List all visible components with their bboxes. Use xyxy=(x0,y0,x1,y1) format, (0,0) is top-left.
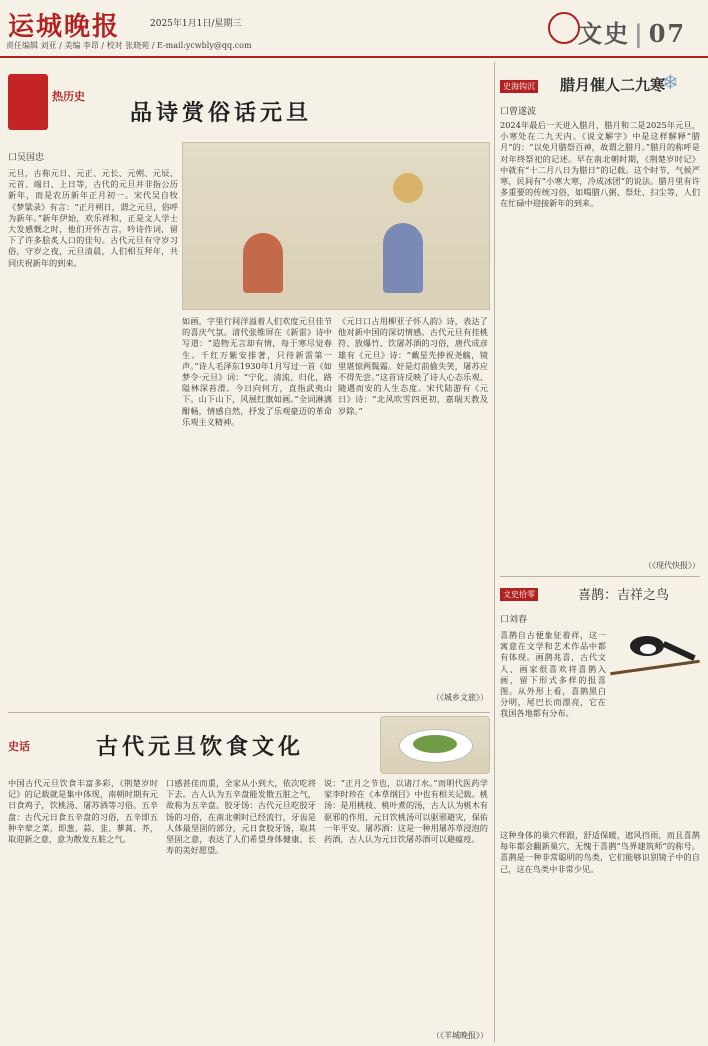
article1-kicker: 热历史 xyxy=(52,90,85,103)
masthead-rule xyxy=(0,56,708,58)
article1-headline: 品诗赏俗话元旦 xyxy=(130,100,313,126)
article1-col2: 如画，字里行间洋溢着人们欢度元旦佳节的喜庆气氛。清代张维屏在《新雷》诗中写道：“造物无言却有情，每于寒尽觉春生。千红万紫安排著，只待新雷第一声。”诗人毛泽东1930年1月写过一首《如梦令·元旦》词：“宁化、清流、归化，路隘林深苔滑。今日向何方，直指武夷山下。山下山下，风展红旗如画。”全词淋漓酣畅，情感自然，抒发了乐观豪迈的革命乐观主义精神。 xyxy=(182,316,332,427)
article3-kicker: 史海钩沉 xyxy=(500,80,538,93)
article4-body2: 这种身体的巢穴样跟，舒适保暖，遮风挡雨，而且喜鹊每年都会翻新巢穴，无愧于喜鹊“鸟界建筑师”的称号。喜鹊是一种非常聪明的鸟类，它们能够识别镜子中的自己，这在鸟类中非常少见。 xyxy=(500,830,700,874)
article3-byline: 口曾遂波 xyxy=(500,107,537,117)
article1-byline: 口吴国忠 xyxy=(8,153,45,163)
magpie-tail-icon xyxy=(662,641,695,661)
column-divider xyxy=(494,62,495,1042)
section-divider xyxy=(8,712,490,713)
article2-col1: 中国古代元旦饮食丰富多彩，《荆楚岁时记》的记载就是集中体现，南朝时期有元日食鸡子，饮桃汤、屠苏酒等习俗。五辛盘：古代元日食五辛盘的习俗，五辛即五种辛荤之菜，即葱、蒜、韭、蓼蒿、芥，取迎新之意，意为散发五脏之气。 xyxy=(8,778,158,845)
article4-headline: 喜鹊：吉祥之鸟 xyxy=(578,588,670,603)
article2-source: （《羊城晚报》） xyxy=(432,1031,488,1040)
newspaper-logo: 运城晚报 xyxy=(8,12,121,42)
article2-headline: 古代元旦饮食文化 xyxy=(96,734,305,760)
article2-kicker: 史话 xyxy=(8,740,30,753)
article2-col2: 口感甚佳而重，全家从小到大，依次吃将下去。古人认为五辛盘能发散五脏之气，故称为五辛盘。胶牙饧：古代元旦吃胶牙饧的习俗，在南北朝时已经流行，牙齿是人体最坚固的部分，元日食胶牙饧，取其坚固之意，表达了人们希望身体健康、长寿的美好愿望。 xyxy=(166,778,316,856)
article2-col3: 说：“正月之节也，以诸汀水。”而明代医药学家李时珍在《本草纲目》中也有相关记载。桃汤：是用桃枝、桃叶煮的汤，古人认为桃木有驱邪的作用，元日饮桃汤可以驱邪避灾，保佑一年平安。屠苏酒：这是一种用屠苏草浸泡的药酒，古人认为元日饮屠苏酒可以避瘟疫。 xyxy=(324,778,488,845)
article4-byline: 口刘春 xyxy=(500,615,528,625)
article4-body: 喜鹊自古便象征着祥，这一寓意在文学和艺术作品中都有体现。画鹊兆喜，古代文人、画家很喜欢将喜鹊入画，留下形式多样的报喜图。从外形上看，喜鹊黑白分明，尾巴长而漂亮，它在我国各地都有分布。 xyxy=(500,630,606,719)
section-title: 文史 | 07 xyxy=(578,19,687,48)
article2-food-photo xyxy=(380,716,490,774)
section-emblem-icon xyxy=(548,12,580,44)
child-figure-icon xyxy=(243,233,283,293)
staff-credits: 责任编辑 刘亚 / 美编 李昂 / 校对 张晓苑 / E-mail:ycwbly@qq.com xyxy=(6,41,252,50)
article1-source: （《城乡文旅》） xyxy=(432,693,488,702)
vegetable-icon xyxy=(413,735,457,753)
branch-icon xyxy=(610,660,700,675)
lantern-icon xyxy=(393,173,423,203)
magpie-belly-icon xyxy=(640,644,656,654)
article1-col3: 《元日口占用柳亚子怀人韵》诗，表达了他对新中国的深切情感。古代元旦有挂桃符、放爆竹、饮屠苏酒的习俗，唐代成彦雄有《元旦》诗：“戴星先捧祝尧觞，镜里堪惊两鬓霜。好是灯前偷失笑，屠苏应不得先尝。”这首诗反映了诗人心态乐观、随遇而安的人生态度。宋代陆游有《元日》诗：“北风吹雪四更初，嘉瑞天教及岁除。” xyxy=(338,316,488,416)
article3-headline: 腊月催人二九寒 xyxy=(560,76,666,94)
article3-body: 2024年最后一天进入腊月，腊月和二是2025年元旦，小寒处在二九天内。《说文解字》中是这样解释“腊月”的：“以免月腊祭百神，故谓之腊月。”腊月的称呼是对年终祭祀的记述。早在南北朝时期，《荆楚岁时记》中就有“十二月八日为腊日”的记载。这个时节，气候严寒，民间有“小寒大寒，冷成冰团”的说法。腊月里有许多重要的传统习俗，如喝腊八粥、祭灶、扫尘等，人们在忙碌中迎接新年的到来。 xyxy=(500,120,700,209)
dateline: 2025年1月1日/星期三 xyxy=(150,19,242,29)
masthead xyxy=(0,0,708,62)
lantern-icon xyxy=(8,74,48,130)
section-divider xyxy=(500,576,700,577)
magpie-illustration xyxy=(610,626,700,690)
snowflake-icon: ❄ xyxy=(662,70,679,94)
article3-source: （《现代快报》） xyxy=(644,561,700,570)
article1-illustration xyxy=(182,142,490,310)
child-figure-icon xyxy=(383,223,423,293)
article1-col1: 元旦，古称元日、元正、元长、元朔、元辰、元首、端日、上日等，古代的元旦并非指公历新年，而是农历新年正月初一。宋代吴自牧《梦粱录》有言：“正月朔日，谓之元旦，俗呼为新年。”新年伊始，欢乐祥和，正是文人学士大发感慨之时，他们开怀吉言，吟诗作词，留下了许多脍炙人口的佳句。古代元旦有守岁习俗，守岁之夜，元旦清晨，人们相互拜年，共同庆祝新年的到来。 xyxy=(8,168,178,268)
article4-kicker: 文史拾零 xyxy=(500,588,538,601)
page-number: 07 xyxy=(648,19,687,48)
